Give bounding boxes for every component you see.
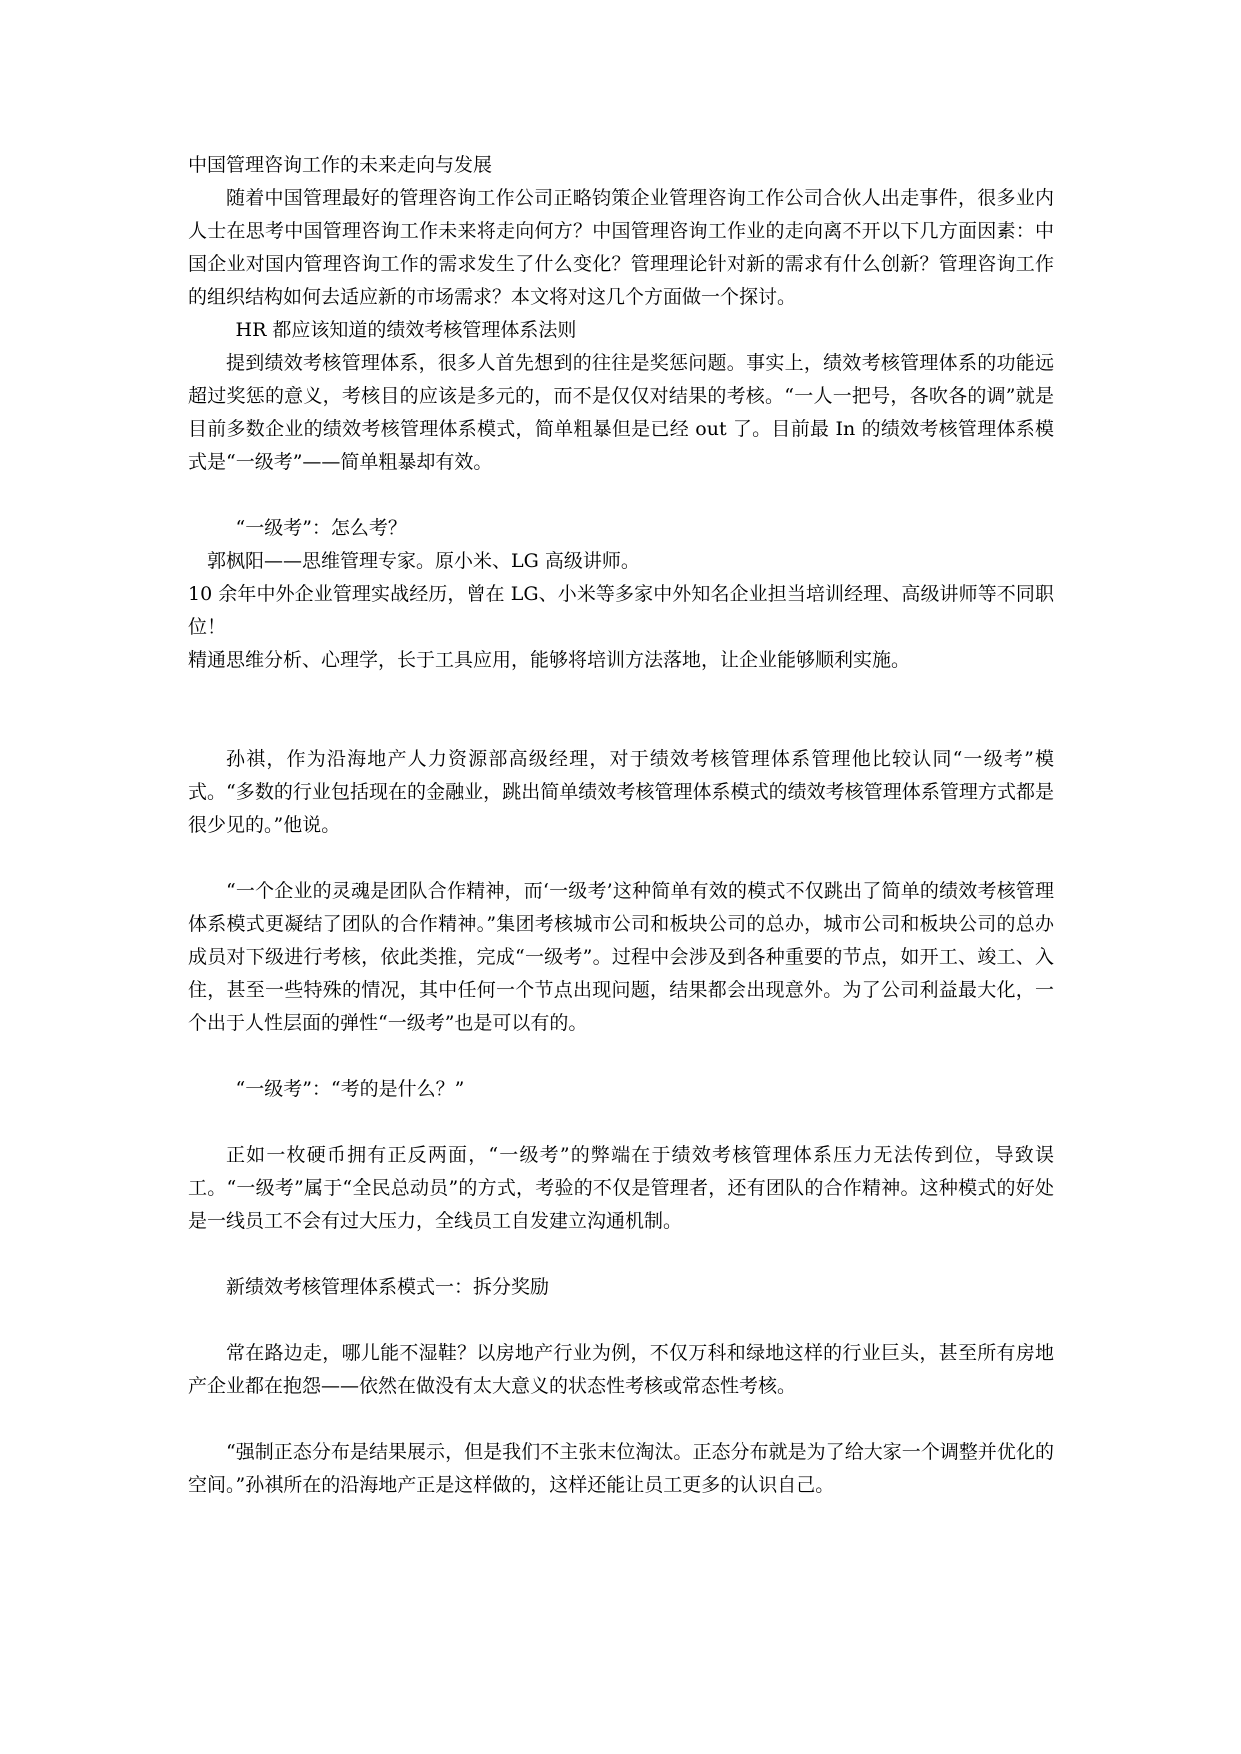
section-heading-hr: HR 都应该知道的绩效考核管理体系法则 bbox=[235, 319, 577, 341]
paragraph-sunqi: 孙祺，作为沿海地产人力资源部高级经理，对于绩效考核管理体系管理他比较认同“一级考”模式。“多数的行业包括现在的金融业，跳出简单绩效考核管理体系模式的绩效考核管理体系管理方式都是很少见的。”他说。 bbox=[188, 748, 1054, 836]
bio-line-expertise: 精通思维分析、心理学，长于工具应用，能够将培训方法落地，让企业能够顺利实施。 bbox=[188, 649, 911, 671]
paragraph-team-spirit: “一个企业的灵魂是团队合作精神，而‘一级考’这种简单有效的模式不仅跳出了简单的绩效考核管理体系模式更凝结了团队的合作精神。”集团考核城市公司和板块公司的总办，城市公司和板块公司的总办成员对下级进行考核，依此类推，完成“一级考”。过程中会涉及到各种重要的节点，如开工、竣工、入住，甚至一些特殊的情况，其中任何一个节点出现问题，结果都会出现意外。为了公司利益最大化，一个出于人性层面的弹性“一级考”也是可以有的。 bbox=[188, 880, 1054, 1034]
paragraph-performance: 提到绩效考核管理体系，很多人首先想到的往往是奖惩问题。事实上，绩效考核管理体系的功能远超过奖惩的意义，考核目的应该是多元的，而不是仅仅对结果的考核。“一人一把号，各吹各的调”就是目前多数企业的绩效考核管理体系模式，简单粗暴但是已经 out 了。目前最 In 的绩效考核管理体系模式是“一级考”——简单粗暴却有效。 bbox=[188, 352, 1054, 473]
section-heading-what: “一级考”：“考的是什么？” bbox=[235, 1078, 465, 1100]
paragraph-coin: 正如一枚硬币拥有正反两面，“一级考”的弊端在于绩效考核管理体系压力无法传到位，导致误工。“一级考”属于“全民总动员”的方式，考验的不仅是管理者，还有团队的合作精神。这种模式的好处是一线员工不会有过大压力，全线员工自发建立沟通机制。 bbox=[188, 1144, 1054, 1232]
document-body bbox=[188, 149, 1054, 1502]
paragraph-real-estate: 常在路边走，哪儿能不湿鞋？以房地产行业为例，不仅万科和绿地这样的行业巨头，甚至所有房地产企业都在抱怨——依然在做没有太大意义的状态性考核或常态性考核。 bbox=[188, 1342, 1054, 1397]
document-title: 中国管理咨询工作的未来走向与发展 bbox=[188, 154, 493, 176]
bio-line-name: 郭枫阳——思维管理专家。原小米、LG 高级讲师。 bbox=[207, 550, 640, 572]
section-heading-model-one: 新绩效考核管理体系模式一：拆分奖励 bbox=[226, 1276, 550, 1298]
bio-line-experience: 10 余年中外企业管理实战经历，曾在 LG、小米等多家中外知名企业担当培训经理、高级讲师等不同职位！ bbox=[188, 583, 1054, 638]
paragraph-intro: 随着中国管理最好的管理咨询工作公司正略钧策企业管理咨询工作公司合伙人出走事件，很多业内人士在思考中国管理咨询工作未来将走向何方？中国管理咨询工作业的走向离不开以下几方面因素：中国企业对国内管理咨询工作的需求发生了什么变化？管理理论针对新的需求有什么创新？管理咨询工作的组织结构如何去适应新的市场需求？本文将对这几个方面做一个探讨。 bbox=[188, 187, 1054, 308]
paragraph-distribution: “强制正态分布是结果展示，但是我们不主张末位淘汰。正态分布就是为了给大家一个调整并优化的空间。”孙祺所在的沿海地产正是这样做的，这样还能让员工更多的认识自己。 bbox=[188, 1441, 1054, 1496]
section-heading-how: “一级考”：怎么考？ bbox=[235, 517, 407, 539]
